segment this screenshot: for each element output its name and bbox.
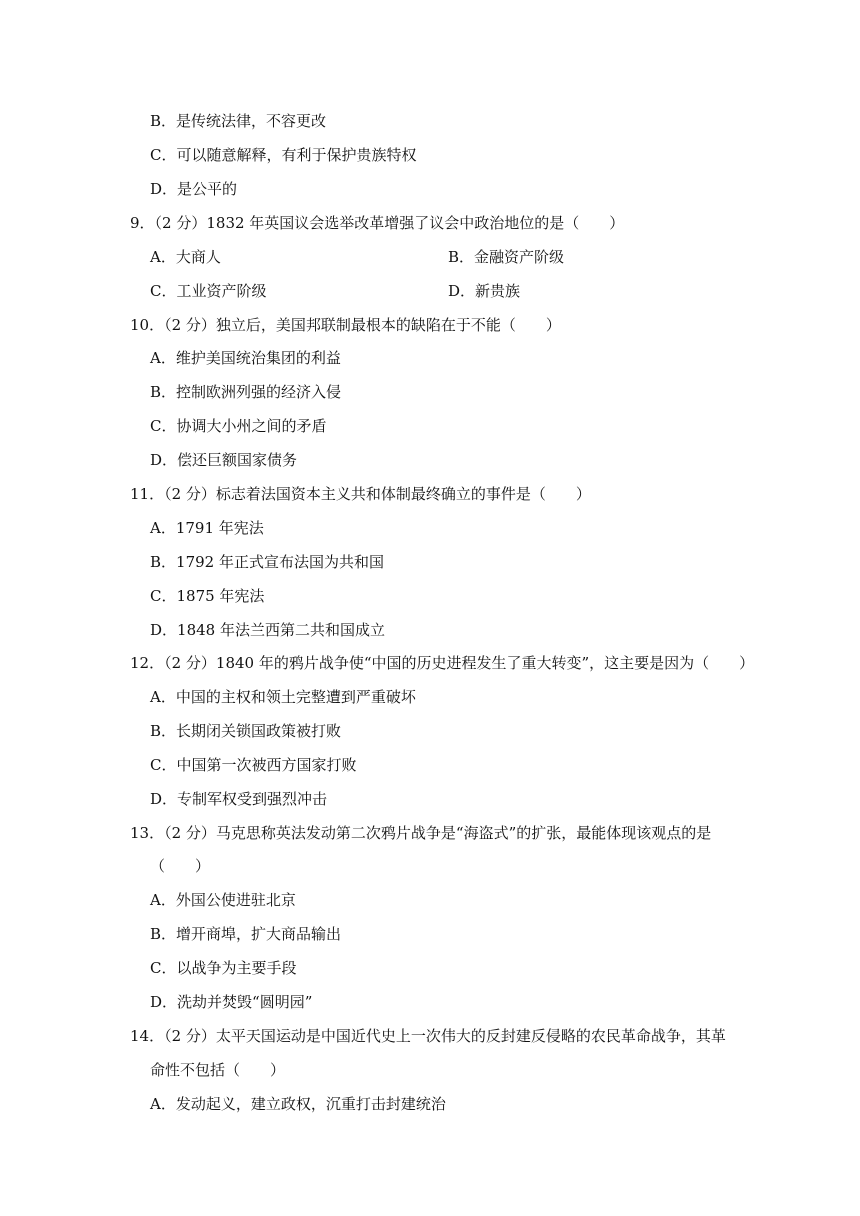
- q13-option-a: A．外国公使进驻北京: [150, 891, 296, 909]
- q12-option-d: D．专制军权受到强烈冲击: [150, 790, 328, 808]
- q9-stem: 9．（2 分）1832 年英国议会选举改革增强了议会中政治地位的是（ ）: [130, 214, 625, 232]
- q10-option-c: C．协调大小州之间的矛盾: [150, 417, 327, 435]
- q10-option-b: B．控制欧洲列强的经济入侵: [150, 383, 342, 401]
- q9-option-c: C．工业资产阶级: [150, 282, 267, 300]
- q11-option-b: B．1792 年正式宣布法国为共和国: [150, 553, 384, 571]
- q10-option-d: D．偿还巨额国家债务: [150, 451, 298, 469]
- q9-option-d: D．新贵族: [448, 282, 521, 300]
- q12-stem: 12．（2 分）1840 年的鸦片战争使“中国的历史进程发生了重大转变”，这主要是因为（ ）: [130, 654, 755, 672]
- q13-option-c: C．以战争为主要手段: [150, 959, 297, 977]
- q8-option-d: D．是公平的: [150, 180, 238, 198]
- q11-option-a: A．1791 年宪法: [150, 519, 264, 537]
- q13-option-d: D．洗劫并焚毁“圆明园”: [150, 993, 313, 1011]
- q13-stem-continued: （ ）: [150, 857, 211, 875]
- q14-stem: 14．（2 分）太平天国运动是中国近代史上一次伟大的反封建反侵略的农民革命战争，其革: [130, 1027, 726, 1045]
- q10-stem: 10．（2 分）独立后，美国邦联制最根本的缺陷在于不能（ ）: [130, 316, 561, 334]
- q14-option-a: A．发动起义，建立政权，沉重打击封建统治: [150, 1095, 446, 1113]
- q13-option-b: B．增开商埠，扩大商品输出: [150, 925, 342, 943]
- q8-option-b: B．是传统法律，不容更改: [150, 112, 327, 130]
- q9-option-b: B．金融资产阶级: [448, 248, 565, 266]
- q11-option-c: C．1875 年宪法: [150, 587, 265, 605]
- q11-stem: 11．（2 分）标志着法国资本主义共和体制最终确立的事件是（ ）: [130, 485, 591, 503]
- q12-option-c: C．中国第一次被西方国家打败: [150, 756, 357, 774]
- q14-stem-continued: 命性不包括（ ）: [150, 1061, 286, 1079]
- q12-option-b: B．长期闭关锁国政策被打败: [150, 722, 342, 740]
- q8-option-c: C．可以随意解释，有利于保护贵族特权: [150, 146, 417, 164]
- q12-option-a: A．中国的主权和领土完整遭到严重破坏: [150, 688, 416, 706]
- q13-stem: 13．（2 分）马克思称英法发动第二次鸦片战争是“海盗式”的扩张，最能体现该观点的是: [130, 824, 712, 842]
- q11-option-d: D．1848 年法兰西第二共和国成立: [150, 621, 385, 639]
- q10-option-a: A．维护美国统治集团的利益: [150, 349, 341, 367]
- q9-option-a: A．大商人: [150, 248, 221, 266]
